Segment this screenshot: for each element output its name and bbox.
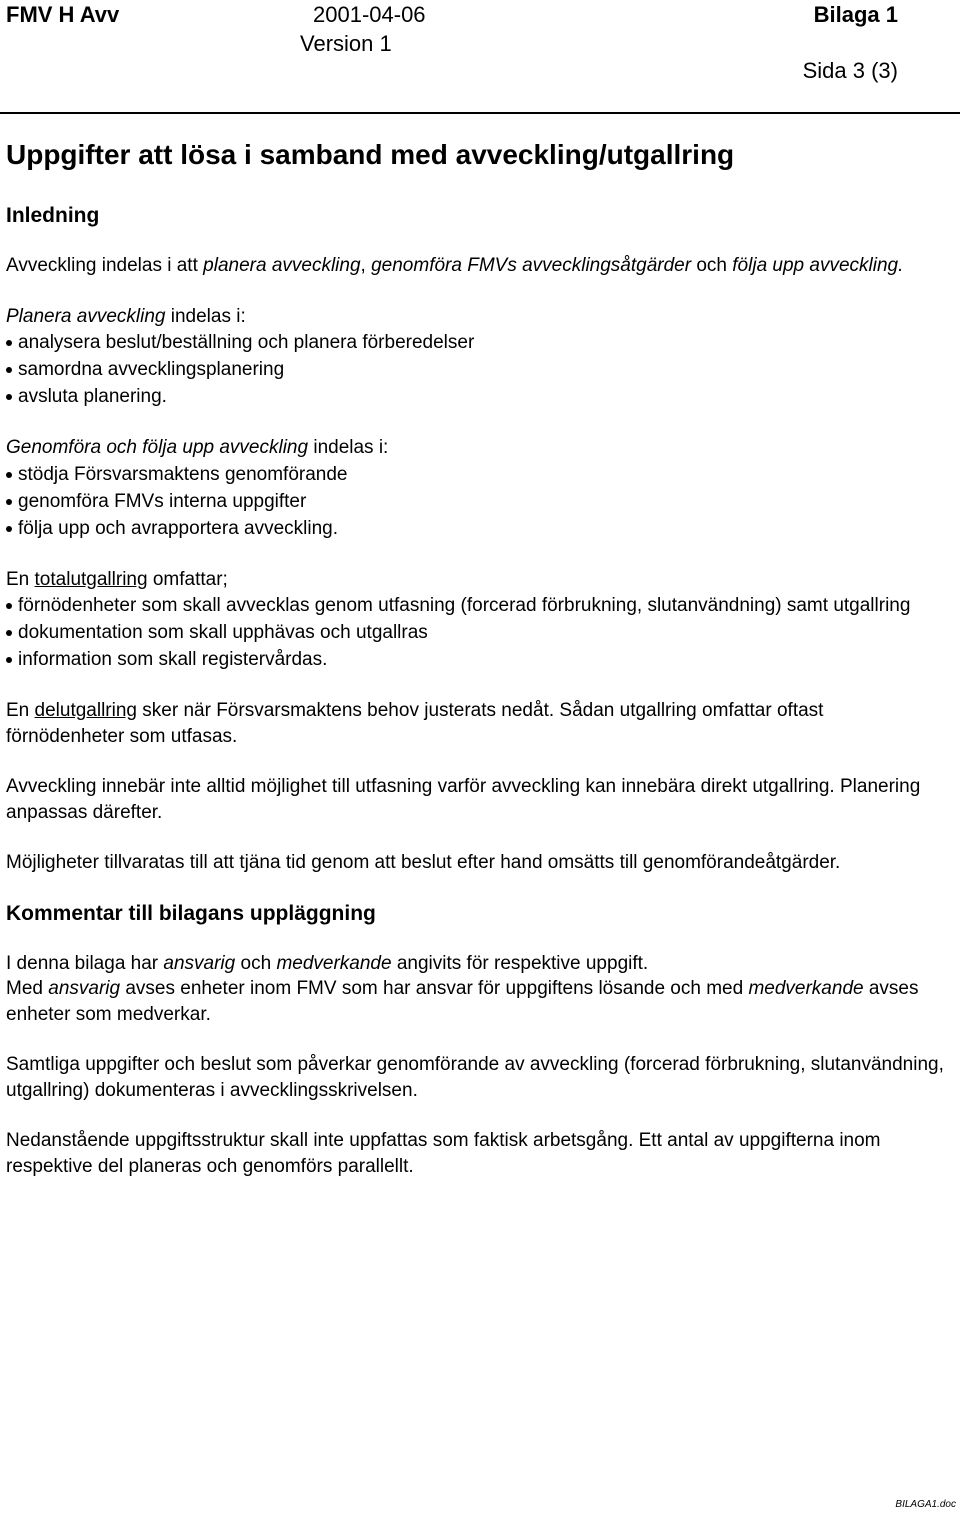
list-item: genomföra FMVs interna uppgifter bbox=[6, 488, 946, 515]
header-version: Version 1 bbox=[300, 31, 392, 56]
responsibility-paragraph: I denna bilaga har ansvarig och medverkande angivits för respektive uppgift. Med ansvarig avses enheter inom FMV som har ansvar för uppgiftens lösande och med medverkande avses enheter som medverkar. bbox=[6, 952, 919, 1025]
total-culling-lead: En totalutgallring omfattar; bbox=[6, 568, 228, 590]
intro-paragraph: Avveckling indelas i att planera avveckling, genomföra FMVs avvecklingsåtgärder och följa upp avveckling. bbox=[6, 255, 904, 276]
documentation-paragraph: Samtliga uppgifter och beslut som påverkar genomförande av avveckling (forcerad förbrukning, slutanvändning, utgallring) dokumenteras i avvecklingsskrivelsen. bbox=[6, 1054, 944, 1101]
document-title: Uppgifter att lösa i samband med avveckling/utgallring bbox=[6, 139, 735, 170]
comment-heading: Kommentar till bilagans uppläggning bbox=[6, 901, 376, 925]
opportunities-paragraph: Möjligheter tillvaratas till att tjäna tid genom att beslut efter hand omsätts till genomförandeåtgärder. bbox=[6, 852, 841, 873]
header-date: 2001-04-06 bbox=[313, 2, 426, 27]
list-item: samordna avvecklingsplanering bbox=[6, 356, 946, 383]
execute-list bbox=[6, 461, 946, 542]
header-appendix: Bilaga 1 bbox=[813, 2, 898, 27]
structure-paragraph: Nedanstående uppgiftsstruktur skall inte uppfattas som faktisk arbetsgång. Ett antal av uppgifterna inom respektive del planeras och genomförs parallellt. bbox=[6, 1130, 881, 1177]
intro-heading: Inledning bbox=[6, 204, 100, 227]
phase-out-paragraph: Avveckling innebär inte alltid möjlighet till utfasning varför avveckling kan innebära direkt utgallring. Planering anpassas därefter. bbox=[6, 776, 921, 823]
header-rule bbox=[0, 112, 960, 114]
footer-filename: BILAGA1.doc bbox=[895, 1499, 956, 1510]
list-item: följa upp och avrapportera avveckling. bbox=[6, 515, 946, 542]
term-execute: genomföra FMVs avvecklingsåtgärder bbox=[371, 255, 692, 276]
partial-culling-paragraph: En delutgallring sker när Försvarsmaktens behov justerats nedåt. Sådan utgallring omfattar oftast förnödenheter som utfasas. bbox=[6, 700, 824, 747]
total-culling-list bbox=[6, 592, 946, 673]
list-item: information som skall registervårdas. bbox=[6, 646, 946, 673]
execute-lead: Genomföra och följa upp avveckling indelas i: bbox=[6, 437, 389, 458]
list-item: förnödenheter som skall avvecklas genom utfasning (forcerad förbrukning, slutanvändning) samt utgallring bbox=[6, 592, 946, 619]
term-follow-up: följa upp avveckling. bbox=[732, 255, 904, 276]
header-page-number: Sida 3 (3) bbox=[802, 58, 898, 83]
list-item: analysera beslut/beställning och planera förberedelser bbox=[6, 329, 946, 356]
plan-lead: Planera avveckling indelas i: bbox=[6, 305, 246, 327]
term-plan: planera avveckling bbox=[203, 255, 361, 276]
list-item: stödja Försvarsmaktens genomförande bbox=[6, 461, 946, 488]
list-item: avsluta planering. bbox=[6, 383, 946, 410]
list-item: dokumentation som skall upphävas och utgallras bbox=[6, 619, 946, 646]
header-org: FMV H Avv bbox=[6, 2, 120, 27]
plan-list bbox=[6, 329, 946, 410]
document-body bbox=[6, 137, 946, 1204]
